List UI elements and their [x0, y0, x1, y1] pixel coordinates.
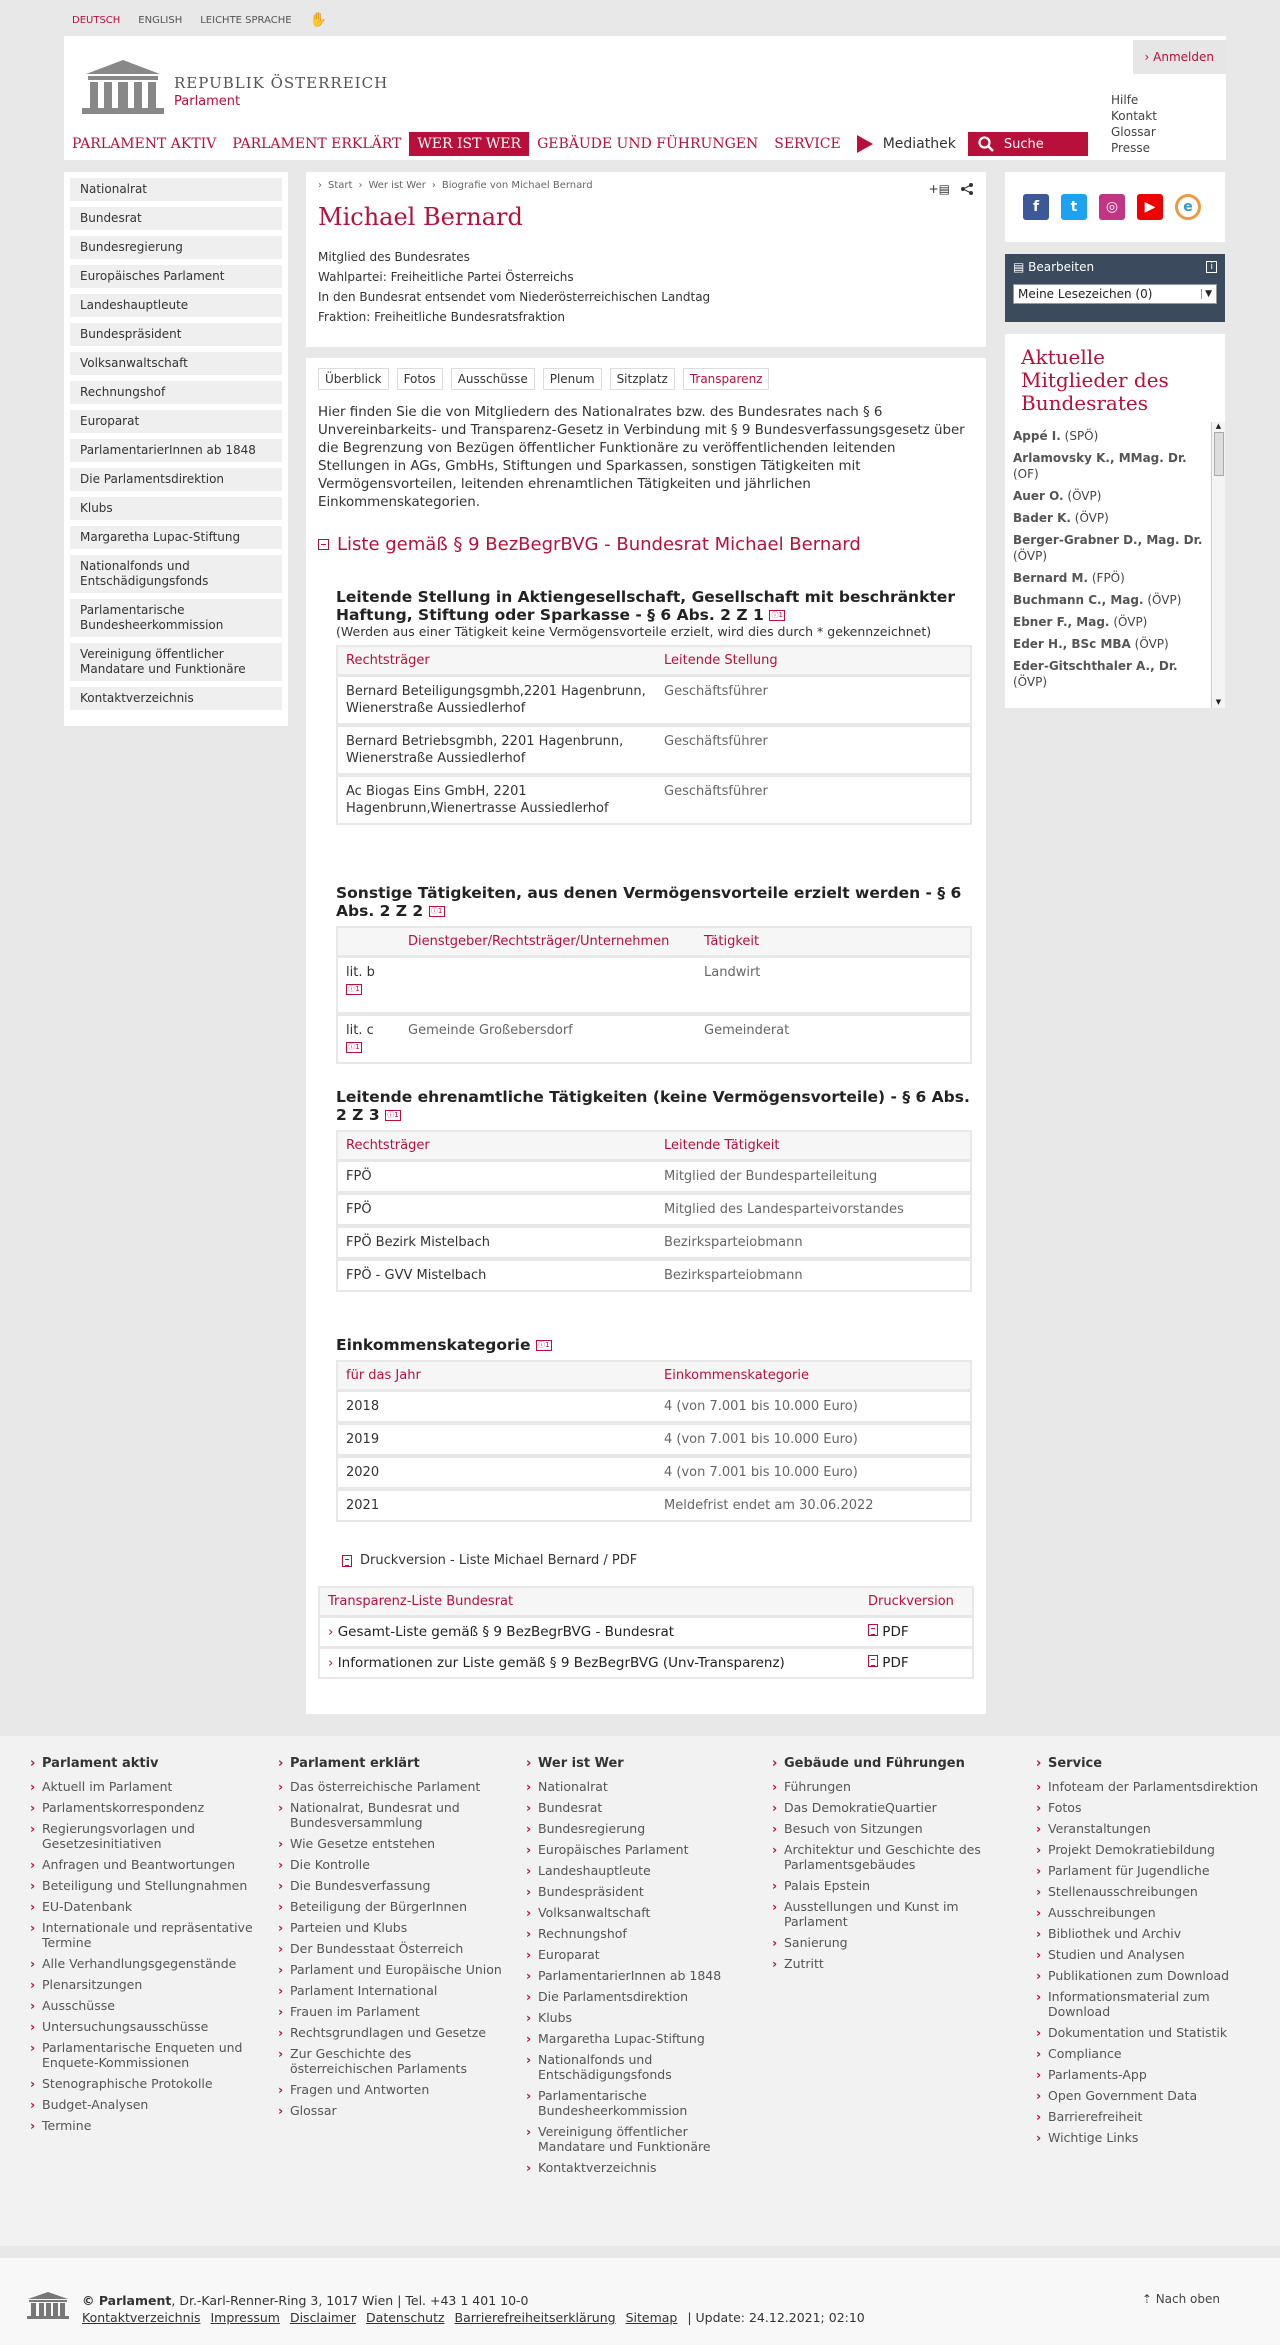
footer-link[interactable]: › Fragen und Antworten	[278, 2082, 508, 2097]
sidebar-item[interactable]: Kontaktverzeichnis	[70, 687, 282, 710]
footer-link[interactable]: › Regierungsvorlagen und Gesetzesinitiativen	[30, 1821, 260, 1851]
member-name: Bader K.	[1013, 511, 1071, 525]
footer-link-datenschutz[interactable]: Datenschutz	[366, 2310, 445, 2325]
table-cell: lit. c	[346, 1023, 374, 1038]
info-icon[interactable]: ⓘ1	[346, 984, 362, 995]
breadcrumb-current: Biografie von Michael Bernard	[441, 180, 593, 191]
footer-link[interactable]: › Parlaments-App	[1036, 2067, 1266, 2082]
bio-line: Mitglied des Bundesrates	[318, 250, 470, 264]
page-actions	[929, 182, 974, 196]
footer-link[interactable]: › Nationalrat, Bundesrat und Bundesversammlung	[278, 1800, 508, 1830]
footer-link[interactable]: › Nationalfonds und Entschädigungsfonds	[526, 2052, 756, 2082]
transparency-list-table	[318, 1586, 974, 1679]
address: , Dr.-Karl-Renner-Ring 3, 1017 Wien | Tel. +43 1 401 10-0	[171, 2293, 529, 2308]
chevron-right-icon: ›	[1144, 50, 1154, 64]
footer-heading[interactable]: › Parlament aktiv	[30, 1756, 260, 1771]
bottom-bar	[0, 2258, 1280, 2345]
pdf-icon	[342, 1555, 352, 1567]
footer-link[interactable]: › Führungen	[772, 1779, 1002, 1794]
gesamt-liste-link[interactable]: › Gesamt-Liste gemäß § 9 BezBegrBVG - Bundesrat	[328, 1624, 675, 1640]
nav-wer-ist-wer[interactable]: WER IST WER	[409, 132, 529, 156]
footer-link[interactable]: › Europäisches Parlament	[526, 1842, 756, 1857]
footer-link[interactable]: › Dokumentation und Statistik	[1036, 2025, 1266, 2040]
column-header: Dienstgeber/Rechtsträger/Unternehmen	[400, 928, 696, 958]
table-row	[338, 1228, 970, 1261]
member-name: Appé I.	[1013, 429, 1061, 443]
member-party: (SPÖ)	[1064, 429, 1099, 443]
table-cell: 4 (von 7.001 bis 10.000 Euro)	[656, 1392, 970, 1425]
footer-link[interactable]: › Volksanwaltschaft	[526, 1905, 756, 1920]
footer-link[interactable]: › Parlament International	[278, 1983, 508, 1998]
table-row	[338, 677, 970, 727]
footer-link[interactable]: › Das österreichische Parlament	[278, 1779, 508, 1794]
login-button[interactable]: › Anmelden	[1133, 40, 1226, 74]
table-row	[338, 958, 970, 1016]
footer-link[interactable]: › Frauen im Parlament	[278, 2004, 508, 2019]
column-header: Tätigkeit	[696, 928, 970, 958]
member-item[interactable]	[1013, 636, 1203, 652]
scrollbar[interactable]	[1211, 422, 1225, 708]
bio-line: Fraktion: Freiheitliche Bundesratsfraktion	[318, 310, 566, 324]
sidebar-item[interactable]: Nationalrat	[70, 178, 282, 201]
table-row	[338, 1195, 970, 1228]
footer-column	[30, 1756, 260, 2139]
table-row	[338, 777, 970, 823]
table-row	[320, 1649, 972, 1677]
footer-link[interactable]: › Vereinigung öffentlicher Mandatare und Funktionäre	[526, 2124, 756, 2154]
member-name: Auer O.	[1013, 489, 1064, 503]
member-party: (ÖVP)	[1113, 615, 1148, 629]
member-item[interactable]	[1013, 510, 1203, 526]
sidebar-item[interactable]: Margaretha Lupac-Stiftung	[70, 526, 282, 549]
edit-icon: ▤	[1013, 260, 1029, 274]
sidebar-item[interactable]: Vereinigung öffentlicher Mandatare und Funktionäre	[70, 643, 282, 681]
member-item[interactable]	[1013, 532, 1203, 564]
column-header: Rechtsträger	[338, 1132, 656, 1162]
sidebar-item[interactable]: Klubs	[70, 497, 282, 520]
print-version-link[interactable]: Druckversion - Liste Michael Bernard / PDF	[342, 1553, 637, 1568]
table-cell: 4 (von 7.001 bis 10.000 Euro)	[656, 1425, 970, 1458]
footer-link[interactable]: › Parlamentarische Bundesheerkommission	[526, 2088, 756, 2118]
bookmarks-select[interactable]: Meine Lesezeichen (0) ▼	[1013, 284, 1217, 304]
footer-link-impressum[interactable]: Impressum	[210, 2310, 280, 2325]
chevron-down-icon: ▼	[1201, 289, 1212, 299]
sidebar-item[interactable]: Bundesregierung	[70, 236, 282, 259]
footer-link[interactable]: › Die Kontrolle	[278, 1857, 508, 1872]
instagram-icon[interactable]: ◎	[1099, 194, 1125, 220]
footer-column	[772, 1756, 1002, 1977]
footer-link[interactable]: › Die Bundesverfassung	[278, 1878, 508, 1893]
tab-transparenz[interactable]: Transparenz	[683, 368, 770, 390]
info-icon[interactable]: ⓘ1	[536, 1340, 552, 1351]
youtube-icon[interactable]: ▶	[1137, 194, 1163, 220]
scroll-down-icon[interactable]: ▼	[1215, 698, 1222, 706]
footer-link[interactable]: › Architektur und Geschichte des Parlamentsgebäudes	[772, 1842, 1002, 1872]
member-name: Bernard M.	[1013, 571, 1089, 585]
sidebar-item[interactable]: Rechnungshof	[70, 381, 282, 404]
table-row	[338, 1261, 970, 1290]
info-icon[interactable]: ⓘ1	[346, 1042, 362, 1053]
footer-link[interactable]: › Bundespräsident	[526, 1884, 756, 1899]
facebook-icon[interactable]: f	[1023, 194, 1049, 220]
copyright-org: © Parlament	[82, 2293, 172, 2308]
footer-link[interactable]: › Zur Geschichte des österreichischen Parlaments	[278, 2046, 508, 2076]
member-item[interactable]	[1013, 658, 1203, 690]
table-cell: Bernard Beteiligungsgmbh,2201 Hagenbrunn, Wienerstraße Aussiedlerhof	[338, 677, 656, 727]
table-einkommenskategorie	[336, 1360, 972, 1522]
member-name: Eder-Gitschthaler A., Dr.	[1013, 659, 1178, 673]
table-cell: 4 (von 7.001 bis 10.000 Euro)	[656, 1458, 970, 1491]
app-icon[interactable]: e	[1175, 194, 1201, 220]
lang-easy-link[interactable]: LEICHTE SPRACHE	[200, 14, 292, 26]
footer-link[interactable]: › Anfragen und Beantwortungen	[30, 1857, 260, 1872]
pdf-icon	[868, 1655, 878, 1667]
twitter-icon[interactable]: t	[1061, 194, 1087, 220]
bio-line: Wahlpartei: Freiheitliche Partei Österreichs	[318, 270, 574, 284]
member-party: (ÖVP)	[1013, 549, 1048, 563]
lang-english-link[interactable]: ENGLISH	[138, 14, 183, 26]
member-party: (FPÖ)	[1091, 571, 1125, 585]
arrow-up-icon: ⇡	[1141, 2292, 1156, 2306]
help-link[interactable]: Hilfe	[1111, 93, 1139, 107]
tab-ausschuesse[interactable]: Ausschüsse	[451, 368, 535, 390]
members-panel	[1005, 334, 1225, 708]
table-row	[338, 1162, 970, 1195]
member-item[interactable]	[1013, 428, 1203, 444]
footer-link[interactable]: › Fotos	[1036, 1800, 1266, 1815]
table-cell: 2018	[338, 1392, 656, 1425]
footer-link[interactable]: › Glossar	[278, 2103, 508, 2118]
logo[interactable]	[80, 54, 388, 118]
footer-link[interactable]: › Beteiligung und Stellungnahmen	[30, 1878, 260, 1893]
footer-link-kontakt[interactable]: Kontaktverzeichnis	[82, 2310, 201, 2325]
footer-link[interactable]: › Nationalrat	[526, 1779, 756, 1794]
footer-link[interactable]: › Der Bundesstaat Österreich	[278, 1941, 508, 1956]
member-name: Ebner F., Mag.	[1013, 615, 1110, 629]
list-title: Liste gemäß § 9 BezBegrBVG - Bundesrat Michael Bernard	[337, 534, 861, 555]
column-header: Leitende Stellung	[656, 647, 970, 677]
table-cell: 2019	[338, 1425, 656, 1458]
info-icon[interactable]: ⓘ1	[385, 1110, 401, 1121]
copyright	[82, 2292, 865, 2326]
footer	[0, 1736, 1280, 2246]
footer-link[interactable]: › Bundesrat	[526, 1800, 756, 1815]
section-title: Leitende Stellung in Aktiengesellschaft, Gesellschaft mit beschränkter Haftung, Stiftung oder Sparkasse - § 6 Abs. 2 Z 1	[336, 588, 955, 624]
table-row	[338, 727, 970, 777]
members-list	[1005, 422, 1211, 696]
member-party: (ÖVP)	[1147, 593, 1182, 607]
footer-link[interactable]: › Parlamentarische Enqueten und Enquete-Kommissionen	[30, 2040, 260, 2070]
table-cell: lit. b	[346, 965, 375, 980]
footer-link[interactable]: › Infoteam der Parlamentsdirektion	[1036, 1779, 1266, 1794]
footer-link[interactable]: › Open Government Data	[1036, 2088, 1266, 2103]
pdf-icon	[868, 1624, 878, 1636]
table-cell: Ac Biogas Eins GmbH, 2201 Hagenbrunn,Wienertrasse Aussiedlerhof	[346, 784, 609, 816]
footer-heading[interactable]: › Parlament erklärt	[278, 1756, 508, 1771]
footer-link[interactable]: › Kontaktverzeichnis	[526, 2160, 756, 2175]
footer-link[interactable]: › Barrierefreiheit	[1036, 2109, 1266, 2124]
bookmark-add-icon[interactable]: +▤	[928, 182, 950, 196]
sidebar-item[interactable]: Die Parlamentsdirektion	[70, 468, 282, 491]
page-title: Michael Bernard	[318, 203, 523, 231]
footer-link[interactable]: › Wie Gesetze entstehen	[278, 1836, 508, 1851]
member-party: (ÖVP)	[1074, 511, 1109, 525]
column-header: Einkommenskategorie	[656, 1362, 970, 1392]
footer-link[interactable]: › Beteiligung der BürgerInnen	[278, 1899, 508, 1914]
parliament-logo-icon	[80, 54, 166, 118]
table-cell: Geschäftsführer	[664, 784, 768, 799]
member-party: (ÖVP)	[1013, 675, 1048, 689]
section-title: Einkommenskategorie	[336, 1336, 531, 1354]
table-leitende-stellung	[336, 645, 972, 825]
collapse-icon	[318, 539, 329, 550]
footer-link[interactable]: › Die Parlamentsdirektion	[526, 1989, 756, 2004]
footer-column	[526, 1756, 756, 2181]
member-item[interactable]	[1013, 488, 1203, 504]
scroll-thumb[interactable]	[1214, 432, 1224, 476]
edit-title: Bearbeiten	[1028, 260, 1095, 274]
info-icon[interactable]: ⓘ1	[429, 906, 445, 917]
member-name: Berger-Grabner D., Mag. Dr.	[1013, 533, 1203, 547]
sidebar-item[interactable]: Europäisches Parlament	[70, 265, 282, 288]
footer-link[interactable]: › EU-Datenbank	[30, 1899, 260, 1914]
member-party: (OF)	[1013, 467, 1039, 481]
nav-parlament-erklaert[interactable]: PARLAMENT ERKLÄRT	[232, 136, 402, 152]
gesamt-liste-pdf-link[interactable]: PDF	[868, 1624, 909, 1640]
member-party: (ÖVP)	[1067, 489, 1102, 503]
footer-column	[278, 1756, 508, 2124]
footer-column	[1036, 1756, 1266, 2151]
member-item[interactable]	[1013, 450, 1203, 482]
breadcrumb-wer-ist-wer[interactable]: Wer ist Wer	[368, 180, 426, 191]
footer-link[interactable]: › Parlamentskorrespondenz	[30, 1800, 260, 1815]
column-header: Transparenz-Liste Bundesrat	[328, 1594, 514, 1609]
section-sonstige-taetigkeiten	[336, 884, 972, 1064]
footer-link[interactable]: › Aktuell im Parlament	[30, 1779, 260, 1794]
edit-panel	[1005, 254, 1225, 322]
footer-link[interactable]: › Projekt Demokratiebildung	[1036, 1842, 1266, 1857]
parliament-logo-icon	[26, 2290, 70, 2320]
section-note: (Werden aus einer Tätigkeit keine Vermögensvorteile erzielt, wird dies durch * gekennzeichnet)	[336, 624, 932, 639]
tab-plenum[interactable]: Plenum	[543, 368, 602, 390]
table-row	[338, 1392, 970, 1425]
table-cell: FPÖ - GVV Mistelbach	[346, 1268, 487, 1283]
table-cell: FPÖ	[338, 1162, 656, 1195]
transparency-content	[306, 358, 986, 1714]
footer-heading[interactable]: › Service	[1036, 1756, 1266, 1771]
header	[64, 36, 1226, 160]
nav-gebaeude[interactable]: GEBÄUDE UND FÜHRUNGEN	[537, 136, 759, 152]
footer-link[interactable]: › Margaretha Lupac-Stiftung	[526, 2031, 756, 2046]
footer-link[interactable]: › Wichtige Links	[1036, 2130, 1266, 2145]
column-header	[338, 928, 400, 958]
sidebar-item[interactable]: Parlamentarische Bundesheerkommission	[70, 599, 282, 637]
table-row	[338, 1491, 970, 1520]
footer-link[interactable]: › Palais Epstein	[772, 1878, 1002, 1893]
footer-link[interactable]: › Klubs	[526, 2010, 756, 2025]
table-cell: Bezirksparteiobmann	[656, 1228, 970, 1261]
sidebar-item[interactable]: Landeshauptleute	[70, 294, 282, 317]
column-header: Rechtsträger	[338, 647, 656, 677]
table-row	[320, 1618, 972, 1649]
table-row	[338, 1425, 970, 1458]
section-title: Leitende ehrenamtliche Tätigkeiten (keine Vermögensvorteile) - § 6 Abs. 2 Z 3	[336, 1088, 970, 1124]
footer-link[interactable]: › Termine	[30, 2118, 260, 2133]
breadcrumb: › Start › Wer ist Wer › Biografie von Michael Bernard	[318, 180, 593, 191]
sidebar-item[interactable]: Volksanwaltschaft	[70, 352, 282, 375]
sidebar-item[interactable]: Bundespräsident	[70, 323, 282, 346]
footer-link[interactable]: › Parlament und Europäische Union	[278, 1962, 508, 1977]
column-header: Druckversion	[868, 1594, 954, 1609]
footer-link[interactable]: › Stellenausschreibungen	[1036, 1884, 1266, 1899]
info-icon[interactable]: i	[1206, 261, 1217, 273]
table-cell: FPÖ Bezirk Mistelbach	[338, 1228, 656, 1261]
bio-line: In den Bundesrat entsendet vom Niederösterreichischen Landtag	[318, 290, 711, 304]
nav-parlament-aktiv[interactable]: PARLAMENT AKTIV	[72, 136, 217, 152]
footer-link[interactable]: › Europarat	[526, 1947, 756, 1962]
footer-link[interactable]: › Studien und Analysen	[1036, 1947, 1266, 1962]
table-row	[338, 1016, 970, 1062]
table-cell: Geschäftsführer	[656, 727, 970, 777]
footer-link[interactable]: › Plenarsitzungen	[30, 1977, 260, 1992]
footer-link[interactable]: › Rechnungshof	[526, 1926, 756, 1941]
footer-link[interactable]: › Budget-Analysen	[30, 2097, 260, 2112]
footer-heading[interactable]: › Wer ist Wer	[526, 1756, 756, 1771]
table-cell: Gemeinde Großebersdorf	[408, 1023, 573, 1038]
sidebar-item[interactable]: Bundesrat	[70, 207, 282, 230]
service-links	[1111, 92, 1157, 156]
table-cell: Geschäftsführer	[656, 677, 970, 727]
footer-link[interactable]: › Das DemokratieQuartier	[772, 1800, 1002, 1815]
nav-service[interactable]: SERVICE	[774, 136, 841, 152]
footer-link[interactable]: › Bibliothek und Archiv	[1036, 1926, 1266, 1941]
info-liste-pdf-link[interactable]: PDF	[868, 1655, 909, 1671]
table-cell: Mitglied des Landesparteivorstandes	[656, 1195, 970, 1228]
table-sonstige-taetigkeiten	[336, 926, 972, 1064]
footer-link[interactable]: › Veranstaltungen	[1036, 1821, 1266, 1836]
table-cell	[400, 958, 696, 1016]
table-cell: Gemeinderat	[704, 1023, 790, 1038]
member-name: Eder H., BSc MBA	[1013, 637, 1131, 651]
footer-link[interactable]: › Besuch von Sitzungen	[772, 1821, 1002, 1836]
list-toggle[interactable]	[318, 534, 974, 555]
table-cell: Landwirt	[696, 958, 970, 1016]
footer-link[interactable]: › Rechtsgrundlagen und Gesetze	[278, 2025, 508, 2040]
logo-subtitle: Parlament	[174, 94, 241, 109]
section-leitende-stellung	[336, 588, 972, 825]
footer-link[interactable]: › Compliance	[1036, 2046, 1266, 2061]
footer-link[interactable]: › Informationsmaterial zum Download	[1036, 1989, 1266, 2019]
section-einkommenskategorie	[336, 1336, 972, 1522]
sidebar-item[interactable]: ParlamentarierInnen ab 1848	[70, 439, 282, 462]
member-item[interactable]	[1013, 614, 1203, 630]
member-item[interactable]	[1013, 592, 1203, 608]
footer-link[interactable]: › Untersuchungsausschüsse	[30, 2019, 260, 2034]
footer-link-disclaimer[interactable]: Disclaimer	[289, 2310, 357, 2325]
biography-box	[306, 172, 986, 347]
tab-fotos[interactable]: Fotos	[397, 368, 443, 390]
footer-link[interactable]: › Stenographische Protokolle	[30, 2076, 260, 2091]
press-link[interactable]: Presse	[1111, 141, 1150, 155]
table-cell: Mitglied der Bundesparteileitung	[656, 1162, 970, 1195]
table-cell: 2020	[338, 1458, 656, 1491]
footer-link[interactable]: › Parteien und Klubs	[278, 1920, 508, 1935]
footer-link[interactable]: › Alle Verhandlungsgegenstände	[30, 1956, 260, 1971]
member-party: (ÖVP)	[1134, 637, 1169, 651]
footer-link-sitemap[interactable]: Sitemap	[625, 2310, 678, 2325]
footer-link[interactable]: › Ausstellungen und Kunst im Parlament	[772, 1899, 1002, 1929]
sidebar-item[interactable]: Europarat	[70, 410, 282, 433]
table-cell: Meldefrist endet am 30.06.2022	[664, 1498, 874, 1513]
contact-link[interactable]: Kontakt	[1111, 109, 1157, 123]
footer-link[interactable]: › Sanierung	[772, 1935, 1002, 1950]
intro-text: Hier finden Sie die von Mitgliedern des Nationalrates bzw. des Bundesrates nach § 6 Unvereinbarkeits- und Transparenz-Gesetz in Verbindung mit § 9 Bundesverfassungsgesetz über die Begrenzung von Bezügen öffentlicher Funktionäre zu veröffentlichenden leitenden Stellungen in AGs, GmbHs, Stiftungen und Sparkassen, sonstigen Tätigkeiten mit Vermögensvorteilen, leitenden ehrenamtlichen Tätigkeiten und jährlichen Einkommenskategorien.	[318, 405, 965, 510]
table-cell: FPÖ	[338, 1195, 656, 1228]
sidebar-item[interactable]: Nationalfonds und Entschädigungsfonds	[70, 555, 282, 593]
footer-link[interactable]: › ParlamentarierInnen ab 1848	[526, 1968, 756, 1983]
back-to-top-link[interactable]: ⇡ Nach oben	[1141, 2292, 1220, 2306]
footer-link[interactable]: › Parlament für Jugendliche	[1036, 1863, 1266, 1878]
glossary-link[interactable]: Glossar	[1111, 125, 1156, 139]
footer-link[interactable]: › Bundesregierung	[526, 1821, 756, 1836]
info-icon[interactable]: ⓘ1	[769, 610, 785, 621]
mediathek-link[interactable]: Mediathek	[849, 132, 968, 156]
play-icon	[857, 135, 873, 153]
search-button[interactable]: Suche	[968, 132, 1088, 156]
table-ehrenamtliche-taetigkeiten	[336, 1130, 972, 1292]
footer-link-barrierefreiheit[interactable]: Barrierefreiheitserklärung	[454, 2310, 616, 2325]
member-name: Buchmann C., Mag.	[1013, 593, 1144, 607]
footer-heading[interactable]: › Gebäude und Führungen	[772, 1756, 1002, 1771]
table-row	[338, 1458, 970, 1491]
footer-link[interactable]: › Internationale und repräsentative Termine	[30, 1920, 260, 1950]
share-icon[interactable]	[960, 182, 974, 196]
table-cell: Bernard Betriebsgmbh, 2201 Hagenbrunn, Wienerstraße Aussiedlerhof	[338, 727, 656, 777]
breadcrumb-start[interactable]: Start	[328, 180, 353, 191]
footer-link[interactable]: › Zutritt	[772, 1956, 1002, 1971]
member-item[interactable]	[1013, 570, 1203, 586]
tab-bar	[318, 368, 974, 390]
column-header: für das Jahr	[338, 1362, 656, 1392]
member-name: Arlamovsky K., MMag. Dr.	[1013, 451, 1187, 465]
sidebar-navigation	[64, 172, 288, 726]
footer-link[interactable]: › Publikationen zum Download	[1036, 1968, 1266, 1983]
main-navigation	[64, 132, 1088, 156]
footer-link[interactable]: › Ausschreibungen	[1036, 1905, 1266, 1920]
info-liste-link[interactable]: › Informationen zur Liste gemäß § 9 BezBegrBVG (Unv-Transparenz)	[328, 1655, 785, 1671]
tab-ueberblick[interactable]: Überblick	[318, 368, 389, 390]
search-icon	[978, 136, 994, 152]
social-media-bar	[1005, 172, 1225, 242]
column-header: Leitende Tätigkeit	[656, 1132, 970, 1162]
footer-link[interactable]: › Landeshauptleute	[526, 1863, 756, 1878]
section-ehrenamtliche-taetigkeiten	[336, 1088, 972, 1292]
logo-title: REPUBLIK ÖSTERREICH	[174, 74, 389, 92]
update-info: | Update: 24.12.2021; 02:10	[687, 2310, 865, 2325]
tab-sitzplatz[interactable]: Sitzplatz	[610, 368, 675, 390]
sign-language-icon[interactable]: ✋	[309, 12, 328, 28]
section-title: Sonstige Tätigkeiten, aus denen Vermögensvorteile erzielt werden - § 6 Abs. 2 Z 2	[336, 884, 962, 920]
table-cell: 2021	[346, 1498, 380, 1513]
lang-deutsch-link[interactable]: DEUTSCH	[72, 14, 121, 26]
footer-link[interactable]: › Ausschüsse	[30, 1998, 260, 2013]
table-cell: Bezirksparteiobmann	[664, 1268, 803, 1283]
scroll-up-icon[interactable]: ▲	[1215, 422, 1222, 430]
members-title: Aktuelle Mitglieder des Bundesrates	[1021, 345, 1169, 415]
language-bar	[72, 12, 327, 28]
